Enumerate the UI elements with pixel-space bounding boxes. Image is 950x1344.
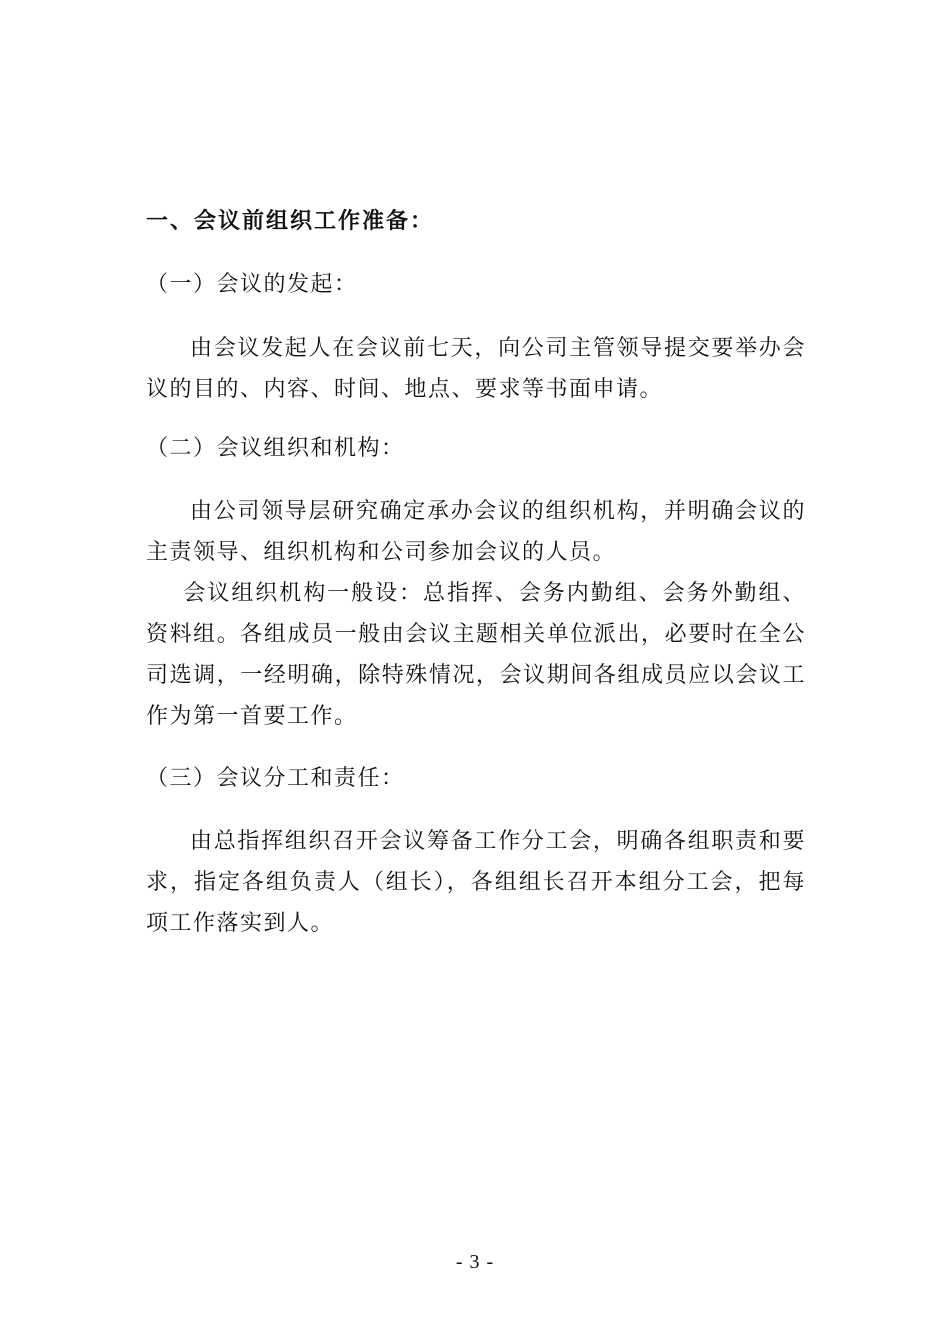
paragraph-organization-leadership: 由公司领导层研究确定承办会议的组织机构，并明确会议的主责领导、组织机构和公司参加会议的人员。	[146, 499, 806, 565]
subsection-title-responsibility: （三）会议分工和责任：	[146, 766, 405, 791]
subsection-title-initiation: （一）会议的发起：	[146, 272, 358, 297]
paragraph-organization-structure: 会议组织机构一般设：总指挥、会务内勤组、会务外勤组、资料组。各组成员一般由会议主题相关单位派出，必要时在全公司选调，一经明确，除特殊情况，会议期间各组成员应以会议工作为第一首要工作。	[146, 581, 806, 729]
paragraph-initiation: 由会议发起人在会议前七天，向公司主管领导提交要举办会议的目的、内容、时间、地点、要求等书面申请。	[146, 336, 806, 402]
paragraph-responsibility: 由总指挥组织召开会议筹备工作分工会，明确各组职责和要求，指定各组负责人（组长），各组组长召开本组分工会，把每项工作落实到人。	[146, 829, 806, 936]
page-number: - 3 -	[455, 1251, 495, 1273]
section-heading: 一、会议前组织工作准备：	[146, 208, 435, 234]
subsection-title-organization: （二）会议组织和机构：	[146, 436, 405, 461]
